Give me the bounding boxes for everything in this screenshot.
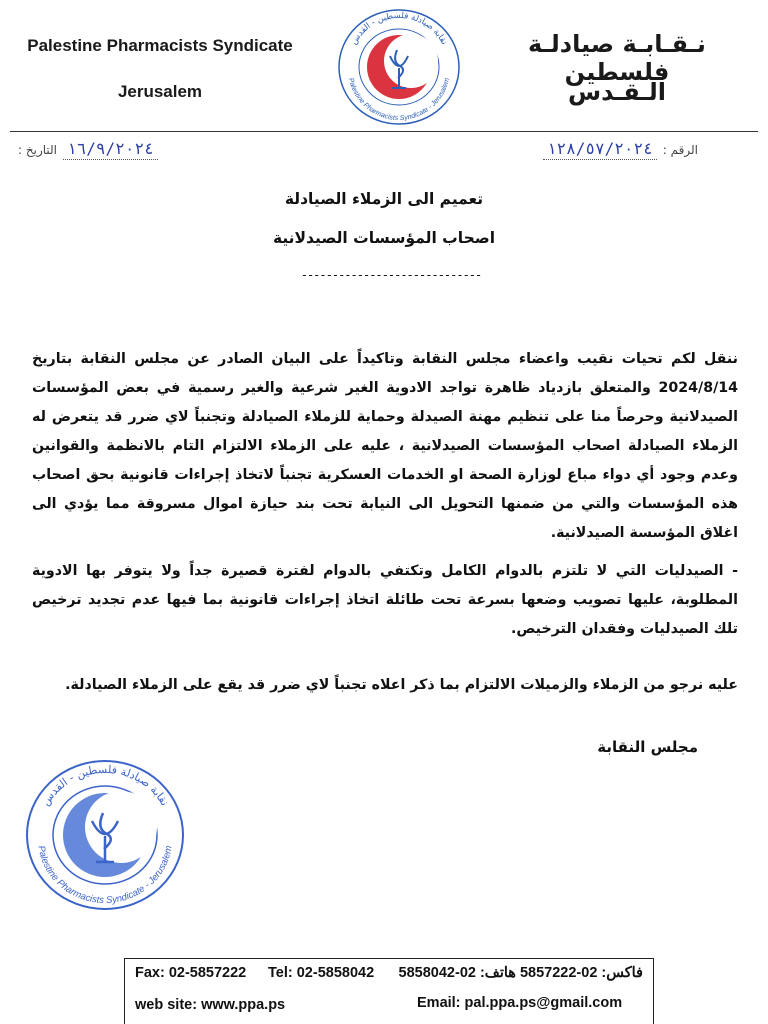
syndicate-logo-seal — [334, 6, 464, 128]
stamp-arc-bottom-text: Palestine Pharmacists Syndicate - Jerusalem — [35, 844, 175, 907]
city-arabic: الـقـدس — [568, 78, 666, 106]
seal-arc-top-text: نقابة صيادلة فلسطين - القدس — [349, 10, 449, 47]
contact-arabic: فاكس: 02-5857222 هاتف: 02-5858042 — [398, 965, 643, 981]
date-line — [18, 139, 158, 160]
website-link[interactable]: web site: www.ppa.ps — [135, 997, 286, 1013]
date-label: التاريخ : — [18, 142, 58, 157]
contact-footer — [124, 958, 654, 1024]
syndicate-stamp-seal — [20, 755, 190, 915]
body-paragraph-pharmacies: - الصيدليات التي لا تلتزم بالدوام الكامل وتكتفي بالدوام لفترة قصيرة جداً ولا يتوفر بها الادوية المطلوبة، عليها تصويب وضعها بسرعة تحت طائلة اتخاذ إجراءات قانونية بما فيها عدم تجديد ترخيص تلك الصيدليات وفقدان الترخيص. — [32, 563, 738, 637]
seal-arc-bottom-text: Palestine Pharmacists Syndicate - Jerusalem — [346, 77, 452, 123]
fax-english: Fax: 02-5857222 — [135, 965, 247, 981]
circular-subtitle: اصحاب المؤسسات الصيدلانية — [272, 229, 496, 247]
email-link[interactable]: Email: pal.ppa.ps@gmail.com — [417, 995, 623, 1011]
reference-number-line — [543, 139, 698, 160]
body-paragraph-main: ننقل لكم تحيات نقيب واعضاء مجلس النقابة وتاكيداً على البيان الصادر عن مجلس النقابة بتاريخ 2024/8/14 والمتعلق بازدياد ظاهرة تواجد الادوية الغير شرعية والغير رسمية في بعض المؤسسات الصيدلانية وحرصاً منا على تنظيم مهنة الصيدلة وحماية للزملاء الصيادلة وتجنباً لاي ضرر قد يتعرض له الزملاء الصيادلة اصحاب المؤسسات الصيدلانية ، عليه على الزملاء الالتزام التام بالانظمة والقوانين وعدم وجود أي دواء مباع لوزارة الصحة او الخدمات العسكرية تجنباً لاتخاذ إجراءات قانونية بحق اصحاب هذه المؤسسات والتي من ضمنها التحويل الى النيابة تحت بند حيازة اموال مسروقة مما يؤدي الى اغلاق المؤسسة الصيدلانية. — [32, 351, 738, 541]
header-divider — [10, 131, 758, 132]
org-name-english: Palestine Pharmacists Syndicate — [27, 36, 293, 55]
reference-value: ١٢٨/٥٧/٢٠٢٤ — [543, 139, 657, 160]
body-paragraph-closing: عليه نرجو من الزملاء والزميلات الالتزام بما ذكر اعلاه تجنباً لاي ضرر قد يقع على الزملاء الصيادلة. — [65, 677, 738, 693]
title-dashed-rule: ----------------------------- — [300, 268, 482, 282]
reference-label: الرقم : — [662, 142, 698, 157]
org-name-arabic: نـقـابـة صيادلـة فلسطين — [528, 30, 706, 86]
stamp-arc-top-text: نقابة صيادلة فلسطين - القدس — [38, 762, 172, 809]
tel-english: Tel: 02-5858042 — [268, 965, 375, 981]
signoff-council: مجلس النقابة — [597, 738, 698, 756]
city-english: Jerusalem — [117, 82, 203, 101]
circular-title: تعميم الى الزملاء الصيادلة — [284, 190, 484, 208]
date-value: ١٦/٩/٢٠٢٤ — [63, 139, 158, 160]
